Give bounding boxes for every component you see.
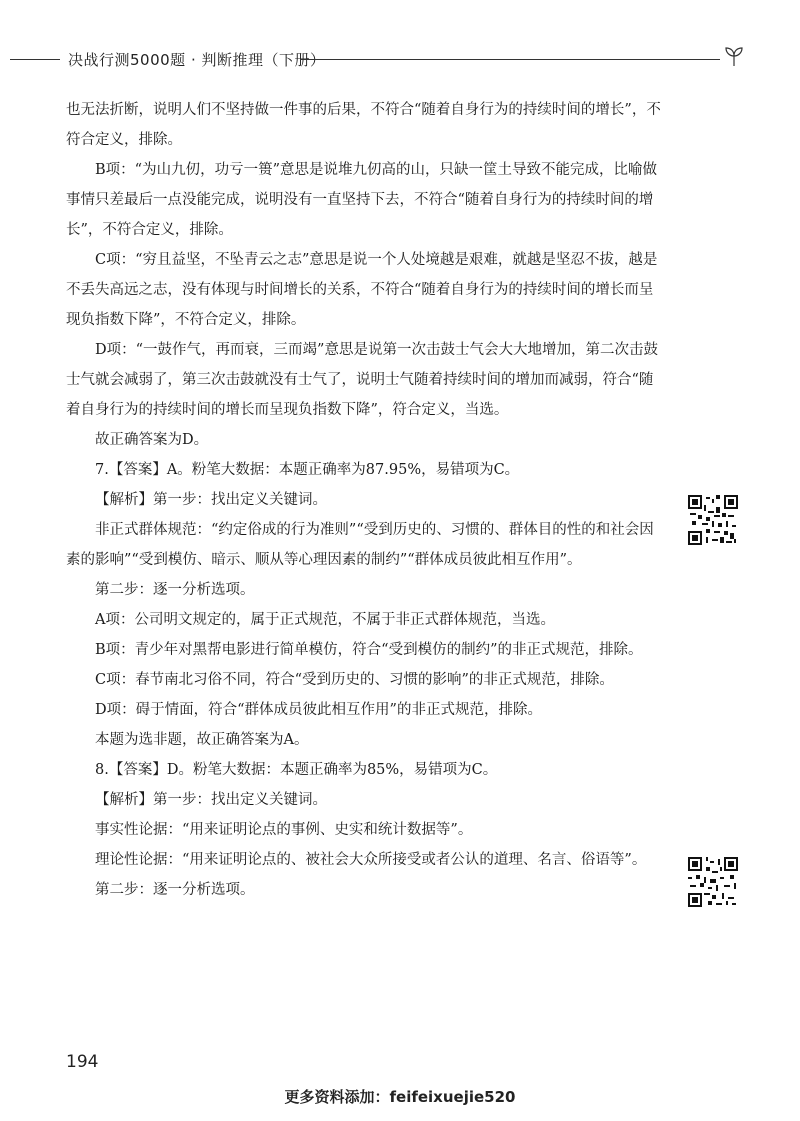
paragraph: 故正确答案为D。 — [95, 432, 209, 448]
header-rule-right — [300, 59, 720, 60]
paragraph: 也无法折断，说明人们不坚持做一件事的后果，不符合“随着自身行为的持续时间的增长”，不符合定义，排除。 — [66, 102, 661, 148]
paragraph: D项：碍于情面，符合“群体成员彼此相互作用”的非正式规范，排除。 — [95, 702, 542, 718]
paragraph: 理论性论据：“用来证明论点的、被社会大众所接受或者公认的道理、名言、俗语等”。 — [95, 852, 647, 868]
qr-code-icon[interactable] — [688, 857, 738, 907]
paragraph: 事实性论据：“用来证明论点的事例、史实和统计数据等”。 — [95, 822, 473, 838]
sprout-icon — [722, 44, 746, 68]
paragraph: 8.【答案】D。粉笔大数据：本题正确率为85%，易错项为C。 — [95, 762, 498, 778]
page-header — [0, 46, 800, 72]
header-rule-left — [10, 59, 60, 60]
header-title: 决战行测5000题 · 判断推理（下册） — [68, 51, 326, 69]
paragraph: D项：“一鼓作气，再而衰，三而竭”意思是说第一次击鼓士气会大大地增加，第二次击鼓士气就会减弱了，第三次击鼓就没有士气了，说明士气随着持续时间的增加而减弱，符合“随着自身行为的持续时间的增长而呈现负指数下降”，符合定义，当选。 — [66, 342, 658, 418]
page-number: 194 — [66, 1052, 99, 1072]
paragraph: B项：青少年对黑帮电影进行简单模仿，符合“受到模仿的制约”的非正式规范，排除。 — [95, 642, 643, 658]
paragraph: 非正式群体规范：“约定俗成的行为准则”“受到历史的、习惯的、群体目的性的和社会因素的影响”“受到模仿、暗示、顺从等心理因素的制约”“群体成员彼此相互作用”。 — [66, 522, 654, 568]
footer-note: 更多资料添加：feifeixuejie520 — [284, 1088, 516, 1106]
paragraph: A项：公司明文规定的，属于正式规范，不属于非正式群体规范，当选。 — [95, 612, 555, 628]
paragraph: 【解析】第一步：找出定义关键词。 — [95, 792, 327, 808]
paragraph: 7.【答案】A。粉笔大数据：本题正确率为87.95%，易错项为C。 — [95, 462, 520, 478]
paragraph: 第二步：逐一分析选项。 — [95, 882, 255, 898]
paragraph: C项：春节南北习俗不同，符合“受到历史的、习惯的影响”的非正式规范，排除。 — [95, 672, 614, 688]
qr-code-icon[interactable] — [688, 495, 738, 545]
paragraph: 第二步：逐一分析选项。 — [95, 582, 255, 598]
paragraph: C项：“穷且益坚，不坠青云之志”意思是说一个人处境越是艰难，就越是坚忍不拔，越是不丢失高远之志，没有体现与时间增长的关系，不符合“随着自身行为的持续时间的增长而呈现负指数下降”，不符合定义，排除。 — [66, 252, 658, 328]
paragraph: 本题为选非题，故正确答案为A。 — [95, 732, 309, 748]
paragraph: 【解析】第一步：找出定义关键词。 — [95, 492, 327, 508]
page-body — [66, 95, 666, 905]
paragraph: B项：“为山九仞，功亏一篑”意思是说堆九仞高的山，只缺一筐土导致不能完成，比喻做事情只差最后一点没能完成，说明没有一直坚持下去，不符合“随着自身行为的持续时间的增长”，不符合定义，排除。 — [66, 162, 657, 238]
